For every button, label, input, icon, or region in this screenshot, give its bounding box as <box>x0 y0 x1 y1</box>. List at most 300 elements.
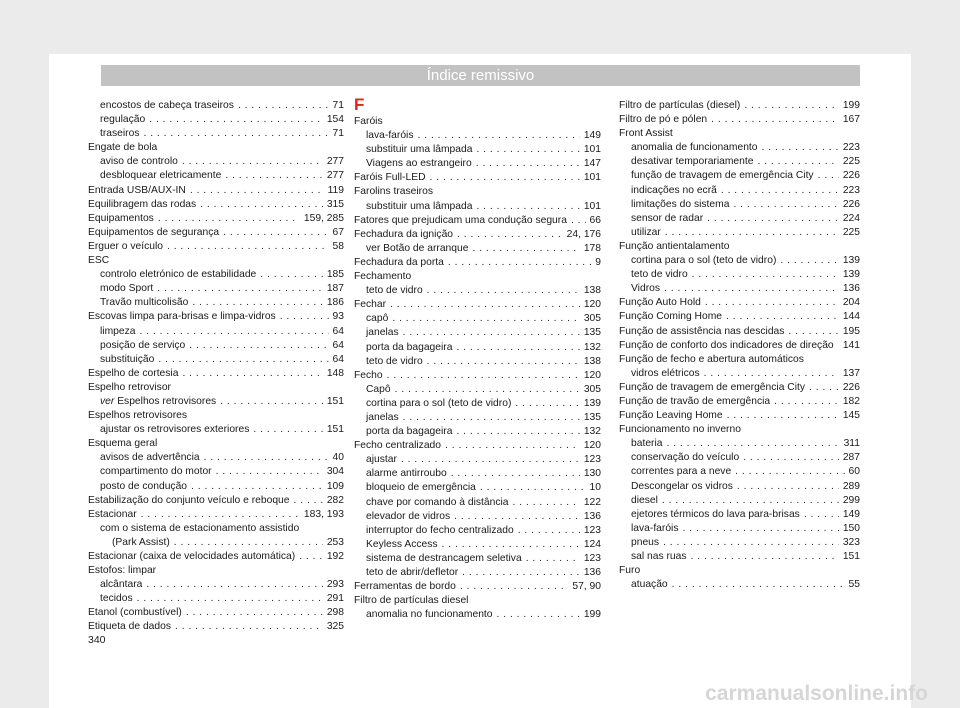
entry-term: capô <box>366 313 389 325</box>
entry-term: Função Coming Home <box>619 311 723 323</box>
index-heading: Furo <box>619 565 641 577</box>
entry-term: chave por comando à distância <box>366 496 509 508</box>
leader-dots <box>167 240 329 254</box>
index-entry <box>88 310 344 324</box>
entry-term: anomalia de funcionamento <box>631 142 758 154</box>
entry-term: teto de abrir/defletor <box>366 567 459 578</box>
entry-term: Faróis Full-LED <box>354 172 426 184</box>
page-ref: 293 <box>326 579 344 591</box>
leader-dots <box>143 127 328 141</box>
leader-dots <box>737 480 839 494</box>
index-heading: Espelho retrovisor <box>88 381 171 393</box>
index-subentry <box>354 566 601 580</box>
index-entry <box>88 494 344 508</box>
index-subentry <box>354 326 601 340</box>
entry-term: avisos de advertência <box>100 452 200 464</box>
entry-term: Fechadura da ignição <box>354 228 454 240</box>
entry-term: lava-faróis <box>631 522 679 534</box>
leader-dots <box>692 268 839 282</box>
page-ref: 122 <box>583 496 601 508</box>
page-ref: 147 <box>583 158 601 170</box>
index-subentry <box>354 496 601 510</box>
index-heading: Estofos: limpar <box>88 565 157 577</box>
leader-dots <box>472 242 579 256</box>
entry-term: encostos de cabeça traseiros <box>100 100 234 111</box>
index-subentry <box>619 437 860 451</box>
leader-dots <box>190 184 324 198</box>
index-entry <box>619 381 860 395</box>
entry-term: Travão multicolisão <box>100 297 189 309</box>
page-ref: 132 <box>583 426 601 438</box>
page-ref: 136 <box>583 567 601 578</box>
index-heading: ESC <box>88 255 110 267</box>
leader-dots <box>395 383 580 397</box>
page-ref: 40 <box>332 452 344 464</box>
index-subentry <box>354 510 601 524</box>
page-ref: 123 <box>583 524 601 536</box>
index-subentry <box>88 282 344 296</box>
index-subentry <box>619 155 860 169</box>
entry-term: Escovas limpa para-brisas e limpa-vidros <box>88 311 276 323</box>
index-subentry <box>619 578 860 592</box>
entry-term: substituir uma lâmpada <box>366 144 473 156</box>
index-subentry <box>354 425 601 439</box>
page-ref: 136 <box>583 510 601 522</box>
page-ref: 325 <box>326 621 344 633</box>
page-ref: 225 <box>842 156 860 168</box>
page-ref: 64 <box>332 339 344 351</box>
leader-dots <box>460 580 568 594</box>
page-ref: 287 <box>842 452 860 464</box>
index-subentry <box>354 453 601 467</box>
leader-dots <box>476 143 579 157</box>
index-column-2 <box>354 95 601 622</box>
leader-dots <box>253 423 322 437</box>
entry-term: sistema de destrancagem seletiva <box>366 552 522 564</box>
leader-dots <box>139 325 328 339</box>
page-ref: 139 <box>583 397 601 409</box>
leader-dots <box>809 381 839 395</box>
entry-term: desbloquear eletricamente <box>100 170 222 182</box>
index-heading: Farolins traseiros <box>354 186 433 198</box>
page-ref: 141 <box>842 339 860 351</box>
leader-dots <box>526 552 580 566</box>
leader-dots <box>427 355 580 369</box>
leader-dots <box>691 550 839 564</box>
page-ref: 150 <box>842 522 860 534</box>
page-header <box>101 65 860 86</box>
entry-term: Equipamentos de segurança <box>88 226 220 238</box>
page-ref: 298 <box>326 607 344 619</box>
leader-dots <box>403 326 580 340</box>
leader-dots <box>401 453 580 467</box>
entry-term: posto de condução <box>100 480 188 492</box>
index-subentry <box>88 395 344 409</box>
leader-dots <box>666 437 839 451</box>
leader-dots <box>497 608 580 622</box>
leader-dots <box>711 113 839 127</box>
entry-term: cortina para o sol (teto de vidro) <box>631 255 777 267</box>
entry-term: Estacionar (caixa de velocidades automática) <box>88 551 296 562</box>
index-heading: Espelhos retrovisores <box>88 410 188 422</box>
entry-term: Fechar <box>354 299 387 311</box>
index-entry <box>619 296 860 310</box>
leader-dots <box>260 268 323 282</box>
entry-term: Vidros <box>631 283 661 295</box>
leader-dots <box>744 99 838 113</box>
page-ref: 226 <box>842 381 860 393</box>
leader-dots <box>664 282 839 296</box>
entry-term: Fecho centralizado <box>354 440 442 452</box>
entry-term: teto de vidro <box>366 355 423 367</box>
entry-term: regulação <box>100 114 146 126</box>
leader-dots <box>743 451 839 465</box>
entry-term: sensor de radar <box>631 212 704 224</box>
index-subentry <box>88 465 344 479</box>
entry-term: vidros elétricos <box>631 367 700 379</box>
page-ref: 192 <box>326 551 344 562</box>
leader-dots <box>149 113 323 127</box>
page-ref: 55 <box>848 579 860 591</box>
leader-dots <box>141 508 300 522</box>
entry-term: anomalia no funcionamento <box>366 609 493 621</box>
index-heading: Funcionamento no inverno <box>619 424 741 436</box>
leader-dots <box>204 451 329 465</box>
entry-term: lava-faróis <box>366 130 414 142</box>
entry-term: Ferramentas de bordo <box>354 581 456 593</box>
index-subentry <box>619 480 860 494</box>
index-subentry <box>88 325 344 339</box>
leader-dots <box>175 620 323 634</box>
leader-dots <box>280 310 329 324</box>
page-ref: 178 <box>583 242 601 254</box>
entry-term: Keyless Access <box>366 538 438 550</box>
index-subentry <box>619 226 860 240</box>
page-ref: 10 <box>589 482 601 494</box>
leader-dots <box>515 397 579 411</box>
index-entry <box>354 228 601 242</box>
index-subentry <box>619 494 860 508</box>
entry-term: cortina para o sol (teto de vidro) <box>366 397 512 409</box>
entry-term: sal nas ruas <box>631 551 687 562</box>
index-subentry <box>619 141 860 155</box>
index-subentry <box>619 367 860 381</box>
page-ref: 144 <box>842 311 860 323</box>
entry-term: Espelho de cortesia <box>88 367 179 379</box>
entry-term: conservação do veículo <box>631 452 740 464</box>
index-subentry <box>88 592 344 606</box>
leader-dots <box>200 198 323 212</box>
leader-dots <box>157 282 323 296</box>
page-ref: 182 <box>842 395 860 407</box>
leader-dots <box>158 353 328 367</box>
page-ref: 289 <box>842 480 860 492</box>
page-ref: 66 <box>589 214 601 226</box>
index-entry <box>354 580 601 594</box>
index-entry <box>619 310 860 324</box>
leader-dots <box>238 99 329 113</box>
leader-dots <box>454 510 580 524</box>
leader-dots <box>663 536 839 550</box>
page-ref: 71 <box>332 128 344 140</box>
entry-term: aviso de controlo <box>100 156 178 168</box>
page-ref: 135 <box>583 327 601 339</box>
index-heading: Função antientalamento <box>619 240 730 252</box>
page-ref: 225 <box>842 226 860 238</box>
entry-term: limitações do sistema <box>631 198 730 210</box>
index-subentry <box>619 169 860 183</box>
entry-term: ver Botão de arranque <box>366 242 469 254</box>
page-ref: 119 <box>327 184 344 196</box>
page-ref: 120 <box>583 369 601 381</box>
index-subentry <box>88 268 344 282</box>
index-subentry: com o sistema de estacionamento assistido <box>100 522 300 534</box>
entry-term: Etanol (combustível) <box>88 607 182 619</box>
leader-dots <box>457 228 563 242</box>
index-subentry <box>88 536 344 550</box>
page-ref: 120 <box>583 299 601 311</box>
index-entry <box>88 184 344 198</box>
leader-dots <box>390 298 580 312</box>
entry-term: Função de travão de emergência <box>619 395 771 407</box>
entry-term: Filtro de pó e pólen <box>619 114 708 126</box>
entry-term: janelas <box>366 327 399 339</box>
page-ref: 120 <box>583 440 601 452</box>
page-ref: 226 <box>842 198 860 210</box>
index-subentry <box>619 522 860 536</box>
index-subentry <box>88 339 344 353</box>
index-heading: Esquema geral <box>88 438 158 450</box>
index-subentry <box>619 282 860 296</box>
page-ref: 71 <box>332 100 344 111</box>
index-subentry <box>619 212 860 226</box>
page-ref: 151 <box>326 395 344 407</box>
page-ref: 139 <box>842 269 860 281</box>
index-heading: Função de fecho e abertura automáticos <box>619 353 804 365</box>
index-subentry <box>354 341 601 355</box>
leader-dots <box>182 155 323 169</box>
leader-dots <box>191 480 323 494</box>
entry-term: Função Auto Hold <box>619 297 701 309</box>
index-subentry <box>88 296 344 310</box>
entry-term: Função Leaving Home <box>619 410 723 422</box>
entry-term: Fechadura da porta <box>354 256 444 268</box>
leader-dots <box>403 411 580 425</box>
index-subentry <box>354 397 601 411</box>
index-entry <box>88 212 344 226</box>
leader-dots <box>430 171 580 185</box>
entry-term: desativar temporariamente <box>631 156 754 168</box>
leader-dots <box>735 465 844 479</box>
index-subentry <box>354 608 601 622</box>
index-subentry <box>354 411 601 425</box>
leader-dots <box>788 325 838 339</box>
header-title: Índice remissivo <box>426 67 535 84</box>
leader-dots <box>513 496 580 510</box>
index-entry <box>88 508 344 522</box>
index-subentry <box>354 467 601 481</box>
index-subentry <box>354 383 601 397</box>
entry-term: utilizar <box>631 226 661 238</box>
leader-dots <box>189 339 328 353</box>
index-entry <box>88 606 344 620</box>
index-entry <box>619 113 860 127</box>
page-ref: 93 <box>332 311 344 323</box>
leader-dots <box>294 494 323 508</box>
page-ref: 124 <box>583 538 601 550</box>
index-subentry <box>88 99 344 113</box>
entry-term: Função de travagem de emergência City <box>619 381 806 393</box>
entry-term: Equilibragem das rodas <box>88 198 197 210</box>
page-ref: 109 <box>326 480 344 492</box>
entry-term: ajustar os retrovisores exteriores <box>100 424 250 436</box>
index-subentry <box>354 538 601 552</box>
page-ref: 64 <box>332 353 344 365</box>
page-ref: 130 <box>583 468 601 480</box>
index-entry <box>354 439 601 453</box>
entry-term: indicações no ecrã <box>631 184 717 196</box>
entry-term: porta da bagageira <box>366 341 453 353</box>
entry-term: diesel <box>631 494 658 506</box>
page-ref: 304 <box>326 466 344 478</box>
entry-term: janelas <box>366 411 399 423</box>
index-subentry <box>354 157 601 171</box>
page-ref: 224 <box>842 212 860 224</box>
entry-term: alarme antirroubo <box>366 468 447 480</box>
index-entry <box>88 550 344 564</box>
index-heading: Engate de bola <box>88 142 158 154</box>
entry-term: Viagens ao estrangeiro <box>366 158 472 170</box>
index-subentry <box>88 578 344 592</box>
index-heading: Faróis <box>354 116 383 127</box>
entry-term: Erguer o veículo <box>88 240 163 252</box>
watermark: carmanualsonline.info <box>705 682 928 705</box>
entry-term: ejetores térmicos do lava para-brisas <box>631 508 800 520</box>
entry-term: atuação <box>631 579 668 591</box>
index-subentry <box>619 465 860 479</box>
leader-dots <box>174 536 323 550</box>
entry-term: Entrada USB/AUX-IN <box>88 184 186 196</box>
entry-term: substituição <box>100 353 155 365</box>
leader-dots <box>418 129 580 143</box>
entry-term: Espelhos retrovisores <box>117 395 217 407</box>
index-subentry <box>619 508 860 522</box>
leader-dots <box>387 369 580 383</box>
index-heading: Filtro de partículas diesel <box>354 595 469 607</box>
page-ref: 101 <box>583 172 601 184</box>
page-ref: 135 <box>583 411 601 423</box>
leader-dots <box>480 481 586 495</box>
leader-dots <box>665 226 839 240</box>
page-ref: 186 <box>326 297 344 309</box>
index-entry <box>619 339 860 353</box>
leader-dots <box>476 157 580 171</box>
index-subentry <box>354 312 601 326</box>
entry-term: limpeza <box>100 325 136 337</box>
page-ref: 305 <box>583 313 601 325</box>
index-column-1 <box>88 99 344 635</box>
page-ref: 167 <box>842 114 860 126</box>
entry-term: posição de serviço <box>100 339 186 351</box>
leader-dots <box>518 524 580 538</box>
leader-dots <box>804 508 839 522</box>
page-ref: 159, 285 <box>303 212 344 224</box>
page-ref: 311 <box>843 438 860 450</box>
entry-term: função de travagem de emergência City <box>631 170 814 182</box>
index-subentry <box>354 552 601 566</box>
page-ref: 138 <box>583 285 601 297</box>
index-subentry <box>354 129 601 143</box>
page-ref: 101 <box>583 144 601 156</box>
leader-dots <box>445 439 580 453</box>
page-ref: 282 <box>326 494 344 506</box>
page-ref: 185 <box>326 269 344 281</box>
entry-term: elevador de vidros <box>366 510 451 522</box>
leader-dots <box>456 341 579 355</box>
entry-term: substituir uma lâmpada <box>366 200 473 212</box>
page-ref: 67 <box>332 226 344 238</box>
page-ref: 204 <box>842 297 860 309</box>
index-entry <box>619 409 860 423</box>
leader-dots <box>774 395 839 409</box>
page-ref: 199 <box>842 100 860 111</box>
leader-dots <box>721 184 839 198</box>
entry-term: traseiros <box>100 128 140 140</box>
entry-term: Fatores que prejudicam uma condução segura <box>354 214 567 226</box>
entry-term: Função de assistência nas descidas <box>619 325 785 337</box>
page-ref: 9 <box>595 256 601 268</box>
leader-dots <box>220 395 323 409</box>
index-subentry <box>619 184 860 198</box>
leader-dots <box>223 226 328 240</box>
index-subentry <box>354 242 601 256</box>
index-subentry <box>619 268 860 282</box>
index-entry <box>619 395 860 409</box>
index-entry <box>354 298 601 312</box>
page-ref: 277 <box>326 156 344 168</box>
entry-term: controlo eletrónico de estabilidade <box>100 269 257 281</box>
leader-dots <box>727 409 839 423</box>
leader-dots <box>442 538 580 552</box>
index-entry <box>88 620 344 634</box>
index-subentry <box>354 284 601 298</box>
page-ref: 195 <box>842 325 860 337</box>
entry-term: Estabilização do conjunto veículo e reboque <box>88 494 290 506</box>
leader-dots <box>392 312 579 326</box>
entry-term: teto de vidro <box>366 285 423 297</box>
index-subentry <box>88 155 344 169</box>
leader-dots <box>704 367 839 381</box>
entry-term: Estacionar <box>88 508 137 520</box>
leader-dots <box>762 141 839 155</box>
index-subentry <box>88 423 344 437</box>
section-letter: F <box>354 95 365 114</box>
page-ref: 291 <box>326 593 344 605</box>
page-ref: 149 <box>842 508 860 520</box>
page-ref: 123 <box>583 552 601 564</box>
leader-dots <box>427 284 580 298</box>
leader-dots <box>726 310 839 324</box>
index-heading: Front Assist <box>619 128 673 140</box>
page-ref: 148 <box>326 367 344 379</box>
page-ref: 151 <box>842 551 860 562</box>
index-subentry <box>619 451 860 465</box>
entry-term: (Park Assist) <box>112 536 170 548</box>
entry-term: pneus <box>631 536 660 548</box>
index-subentry <box>354 200 601 214</box>
page-ref: 123 <box>583 454 601 466</box>
page-ref: 145 <box>842 410 860 422</box>
